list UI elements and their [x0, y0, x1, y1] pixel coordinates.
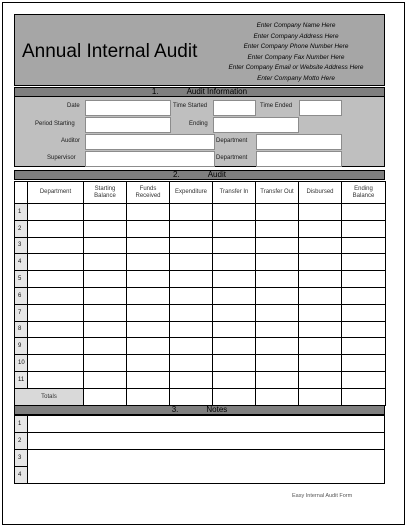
audit-cell[interactable]: [299, 287, 342, 304]
audit-cell[interactable]: [256, 287, 299, 304]
audit-cell[interactable]: [299, 304, 342, 321]
audit-cell[interactable]: [170, 304, 213, 321]
audit-cell[interactable]: [299, 220, 342, 237]
audit-cell[interactable]: [127, 287, 170, 304]
audit-cell[interactable]: [127, 304, 170, 321]
totals-cell[interactable]: [256, 388, 299, 405]
table-row: [15, 304, 386, 321]
notes-row-number: 3: [15, 450, 28, 467]
label-department-auditor: Department: [216, 138, 248, 144]
audit-cell[interactable]: [84, 287, 127, 304]
audit-cell[interactable]: [256, 254, 299, 271]
audit-cell[interactable]: [342, 304, 386, 321]
table-row: [15, 371, 386, 388]
auditor-field[interactable]: [85, 134, 215, 150]
audit-cell[interactable]: [170, 355, 213, 372]
column-header-funds-received: Funds Received: [127, 182, 170, 204]
audit-cell[interactable]: [28, 338, 84, 355]
row-number: 9: [15, 338, 28, 355]
audit-cell[interactable]: [213, 338, 256, 355]
audit-cell[interactable]: [28, 254, 84, 271]
audit-cell[interactable]: [342, 338, 386, 355]
audit-cell[interactable]: [342, 355, 386, 372]
audit-cell[interactable]: [256, 304, 299, 321]
column-header-department: Department: [28, 182, 84, 204]
audit-cell[interactable]: [84, 237, 127, 254]
section-title: Notes: [206, 405, 228, 414]
audit-cell[interactable]: [299, 321, 342, 338]
table-row: [15, 287, 386, 304]
totals-cell[interactable]: [213, 388, 256, 405]
audit-cell[interactable]: [127, 321, 170, 338]
audit-cell[interactable]: [342, 220, 386, 237]
time-ended-field[interactable]: [299, 100, 342, 116]
section-bar-notes: [14, 405, 385, 415]
label-department-supervisor: Department: [216, 155, 248, 161]
audit-cell[interactable]: [28, 304, 84, 321]
audit-table-header-row: [15, 182, 386, 204]
audit-cell[interactable]: [127, 271, 170, 288]
column-header-starting-balance: Starting Balance: [84, 182, 127, 204]
row-number: 7: [15, 304, 28, 321]
label-time-started: Time Started: [173, 103, 208, 109]
audit-cell[interactable]: [127, 254, 170, 271]
audit-cell[interactable]: [256, 220, 299, 237]
section-number: 1.: [151, 87, 159, 96]
audit-cell[interactable]: [84, 220, 127, 237]
totals-cell[interactable]: [84, 388, 127, 405]
audit-cell[interactable]: [28, 204, 84, 221]
audit-cell[interactable]: [170, 204, 213, 221]
company-name[interactable]: Enter Company Name Here: [256, 22, 336, 29]
totals-cell[interactable]: [342, 388, 386, 405]
supervisor-department-field[interactable]: [256, 151, 342, 167]
notes-row-number: 4: [15, 467, 28, 484]
audit-cell[interactable]: [127, 204, 170, 221]
audit-cell[interactable]: [299, 254, 342, 271]
audit-cell[interactable]: [299, 338, 342, 355]
audit-cell[interactable]: [213, 237, 256, 254]
table-row: [15, 321, 386, 338]
period-starting-field[interactable]: [85, 117, 171, 133]
audit-cell[interactable]: [84, 204, 127, 221]
form-title: Annual Internal Audit: [22, 41, 198, 62]
notes-row: [15, 416, 385, 433]
time-started-field[interactable]: [213, 100, 256, 116]
company-phone[interactable]: Enter Company Phone Number Here: [243, 43, 349, 51]
notes-row: [15, 450, 385, 467]
audit-cell[interactable]: [342, 254, 386, 271]
audit-cell[interactable]: [342, 371, 386, 388]
audit-cell[interactable]: [28, 287, 84, 304]
column-header-ending-balance: Ending Balance: [342, 182, 386, 204]
section-bar-audit: [14, 170, 385, 180]
audit-cell[interactable]: [213, 304, 256, 321]
table-row: [15, 220, 386, 237]
audit-cell[interactable]: [170, 237, 213, 254]
audit-cell[interactable]: [342, 237, 386, 254]
table-row: [15, 204, 386, 221]
audit-cell[interactable]: [28, 355, 84, 372]
audit-cell[interactable]: [342, 271, 386, 288]
audit-information-panel: [14, 97, 385, 167]
audit-cell[interactable]: [84, 355, 127, 372]
row-number: 5: [15, 271, 28, 288]
audit-cell[interactable]: [256, 338, 299, 355]
audit-cell[interactable]: [170, 321, 213, 338]
audit-cell[interactable]: [127, 237, 170, 254]
audit-cell[interactable]: [213, 271, 256, 288]
audit-cell[interactable]: [84, 338, 127, 355]
audit-cell[interactable]: [299, 355, 342, 372]
audit-cell[interactable]: [299, 271, 342, 288]
notes-field[interactable]: [28, 416, 385, 433]
company-address[interactable]: Enter Company Address Here: [253, 32, 339, 40]
audit-cell[interactable]: [28, 321, 84, 338]
notes-row-number: 2: [15, 433, 28, 450]
label-supervisor: Supervisor: [47, 155, 76, 161]
audit-cell[interactable]: [127, 371, 170, 388]
notes-row: [15, 433, 385, 450]
audit-cell[interactable]: [84, 304, 127, 321]
notes-table: [14, 415, 385, 484]
company-info-block[interactable]: [212, 21, 380, 85]
audit-cell[interactable]: [127, 355, 170, 372]
totals-row: [15, 388, 386, 405]
audit-cell[interactable]: [256, 237, 299, 254]
company-motto[interactable]: Enter Company Motto Here: [257, 74, 335, 82]
audit-table: [14, 181, 386, 406]
row-number: 11: [15, 371, 28, 388]
company-fax[interactable]: Enter Company Fax Number Here: [247, 53, 345, 61]
column-header-number: [15, 182, 28, 204]
audit-cell[interactable]: [299, 204, 342, 221]
audit-cell[interactable]: [213, 254, 256, 271]
table-row: [15, 338, 386, 355]
section-bar-audit-information: [14, 87, 385, 97]
audit-cell[interactable]: [256, 271, 299, 288]
section-number: 2.: [173, 170, 180, 179]
audit-cell[interactable]: [342, 204, 386, 221]
totals-cell[interactable]: [127, 388, 170, 405]
audit-cell[interactable]: [28, 237, 84, 254]
audit-cell[interactable]: [170, 371, 213, 388]
audit-cell[interactable]: [127, 338, 170, 355]
audit-cell[interactable]: [342, 321, 386, 338]
audit-cell[interactable]: [256, 371, 299, 388]
row-number: 1: [15, 204, 28, 221]
label-ending: Ending: [189, 121, 208, 127]
table-row: [15, 237, 386, 254]
auditor-department-field[interactable]: [256, 134, 342, 150]
row-number: 10: [15, 355, 28, 372]
audit-cell[interactable]: [170, 220, 213, 237]
audit-cell[interactable]: [299, 237, 342, 254]
label-date: Date: [67, 103, 80, 109]
audit-cell[interactable]: [170, 271, 213, 288]
notes-field[interactable]: [28, 433, 385, 450]
footer-text: Easy Internal Audit Form: [292, 493, 353, 499]
row-number: 8: [15, 321, 28, 338]
label-auditor: Auditor: [61, 138, 81, 144]
ending-field[interactable]: [213, 117, 299, 133]
audit-cell[interactable]: [299, 371, 342, 388]
audit-cell[interactable]: [213, 371, 256, 388]
audit-cell[interactable]: [170, 338, 213, 355]
supervisor-field[interactable]: [85, 151, 215, 167]
row-number: 2: [15, 220, 28, 237]
audit-cell[interactable]: [256, 321, 299, 338]
totals-label: Totals: [15, 388, 84, 405]
audit-cell[interactable]: [213, 204, 256, 221]
form-header: [14, 14, 385, 86]
table-row: [15, 254, 386, 271]
audit-cell[interactable]: [213, 287, 256, 304]
audit-cell[interactable]: [127, 220, 170, 237]
row-number: 3: [15, 237, 28, 254]
audit-cell[interactable]: [84, 254, 127, 271]
audit-cell[interactable]: [84, 321, 127, 338]
label-time-ended: Time Ended: [260, 103, 293, 109]
audit-cell[interactable]: [213, 321, 256, 338]
row-number: 4: [15, 254, 28, 271]
audit-cell[interactable]: [28, 371, 84, 388]
company-email-website[interactable]: Enter Company Email or Website Address Here: [228, 64, 364, 72]
column-header-expenditure: Expenditure: [170, 182, 213, 204]
audit-cell[interactable]: [170, 287, 213, 304]
column-header-transfer-in: Transfer In: [213, 182, 256, 204]
row-number: 6: [15, 287, 28, 304]
section-title: Audit: [207, 170, 226, 179]
audit-cell[interactable]: [170, 254, 213, 271]
notes-row-number: 1: [15, 416, 28, 433]
audit-cell[interactable]: [213, 355, 256, 372]
audit-cell[interactable]: [342, 287, 386, 304]
section-number: 3.: [171, 405, 179, 414]
audit-cell[interactable]: [28, 271, 84, 288]
date-field[interactable]: [85, 100, 171, 116]
audit-cell[interactable]: [28, 220, 84, 237]
table-row: [15, 355, 386, 372]
section-title: Audit Information: [186, 87, 248, 96]
totals-cell[interactable]: [299, 388, 342, 405]
audit-cell[interactable]: [84, 371, 127, 388]
audit-cell[interactable]: [84, 271, 127, 288]
totals-cell[interactable]: [170, 388, 213, 405]
column-header-disbursed: Disbursed: [299, 182, 342, 204]
notes-field-large[interactable]: [28, 450, 385, 484]
table-row: [15, 271, 386, 288]
audit-cell[interactable]: [256, 204, 299, 221]
column-header-transfer-out: Transfer Out: [256, 182, 299, 204]
audit-cell[interactable]: [256, 355, 299, 372]
label-period-starting: Period Starting: [35, 121, 75, 127]
audit-cell[interactable]: [213, 220, 256, 237]
